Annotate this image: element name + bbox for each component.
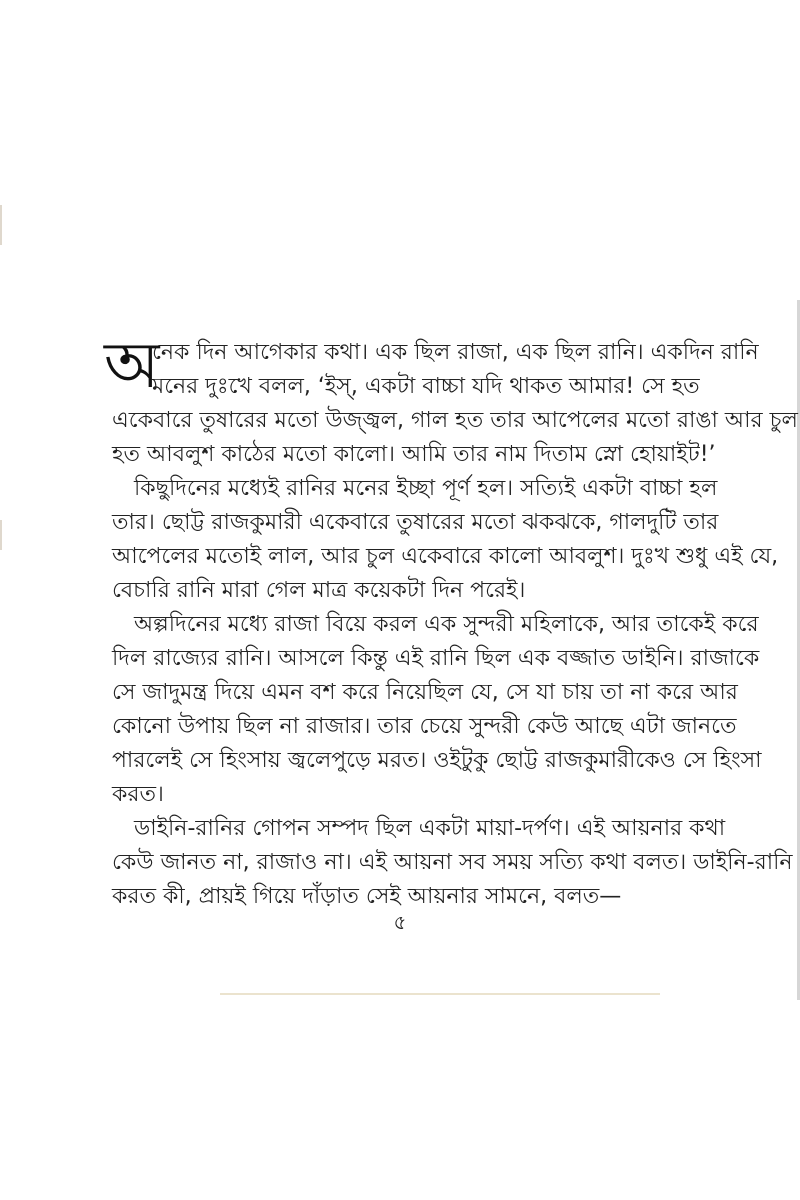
paragraph-3-line: অল্পদিনের মধ্যে রাজা বিয়ে করল এক সুন্দরী মহিলাকে, আর তাকেই করে: [134, 612, 759, 637]
paragraph-2-line: কিছুদিনের মধ্যেই রানির মনের ইচ্ছা পূর্ণ হল। সত্যিই একটা বাচ্চা হল: [134, 476, 718, 501]
left-edge-mark: [0, 520, 2, 550]
paragraph-3-line: করত।: [112, 782, 164, 807]
bottom-edge-mark: [220, 993, 660, 995]
paragraph-1-line: মনের দুঃখে বলল, ‘ইস্, একটা বাচ্চা যদি থাকত আমার! সে হত: [152, 374, 700, 399]
paragraph-4-line: কেউ জানত না, রাজাও না। এই আয়না সব সময় সত্যি কথা বলত। ডাইনি-রানি: [112, 850, 793, 875]
paragraph-2-line: তার। ছোট্ট রাজকুমারী একেবারে তুষারের মতো ঝকঝকে, গালদুটি তার: [112, 510, 719, 535]
paragraph-2-line: আপেলের মতোই লাল, আর চুল একেবারে কালো আবলুশ। দুঃখ শুধু এই যে,: [112, 544, 779, 569]
paragraph-4-line: ডাইনি-রানির গোপন সম্পদ ছিল একটা মায়া-দর্পণ। এই আয়নার কথা: [134, 816, 726, 841]
page-number: ৫: [393, 910, 407, 934]
paragraph-1-line: অ নেক দিন আগেকার কথা। এক ছিল রাজা, এক ছিল রানি। একদিন রানি: [104, 329, 759, 403]
drop-cap: অ: [104, 329, 160, 403]
paragraph-1-line: একেবারে তুষারের মতো উজ্জ্বল, গাল হত তার আপেলের মতো রাঙা আর চুল: [112, 408, 798, 433]
left-edge-mark: [0, 205, 2, 245]
paragraph-3-line: সে জাদুমন্ত্র দিয়ে এমন বশ করে নিয়েছিল যে, সে যা চায় তা না করে আর: [112, 680, 738, 705]
paragraph-3-line: পারলেই সে হিংসায় জ্বলেপুড়ে মরত। ওইটুকু ছোট্ট রাজকুমারীকেও সে হিংসা: [112, 748, 762, 773]
paragraph-2-line: বেচারি রানি মারা গেল মাত্র কয়েকটা দিন পরেই।: [112, 578, 526, 603]
paragraph-1-line: হত আবলুশ কাঠের মতো কালো। আমি তার নাম দিতাম স্নো হোয়াইট!’: [112, 442, 716, 467]
paragraph-4-line: করত কী, প্রায়ই গিয়ে দাঁড়াত সেই আয়নার সামনে, বলত—: [112, 884, 622, 909]
paragraph-3-line: কোনো উপায় ছিল না রাজার। তার চেয়ে সুন্দরী কেউ আছে এটা জানতে: [112, 714, 737, 739]
story-text: [104, 329, 798, 914]
paragraph-3-line: দিল রাজ্যের রানি। আসলে কিন্তু এই রানি ছিল এক বজ্জাত ডাইনি। রাজাকে: [112, 646, 760, 671]
